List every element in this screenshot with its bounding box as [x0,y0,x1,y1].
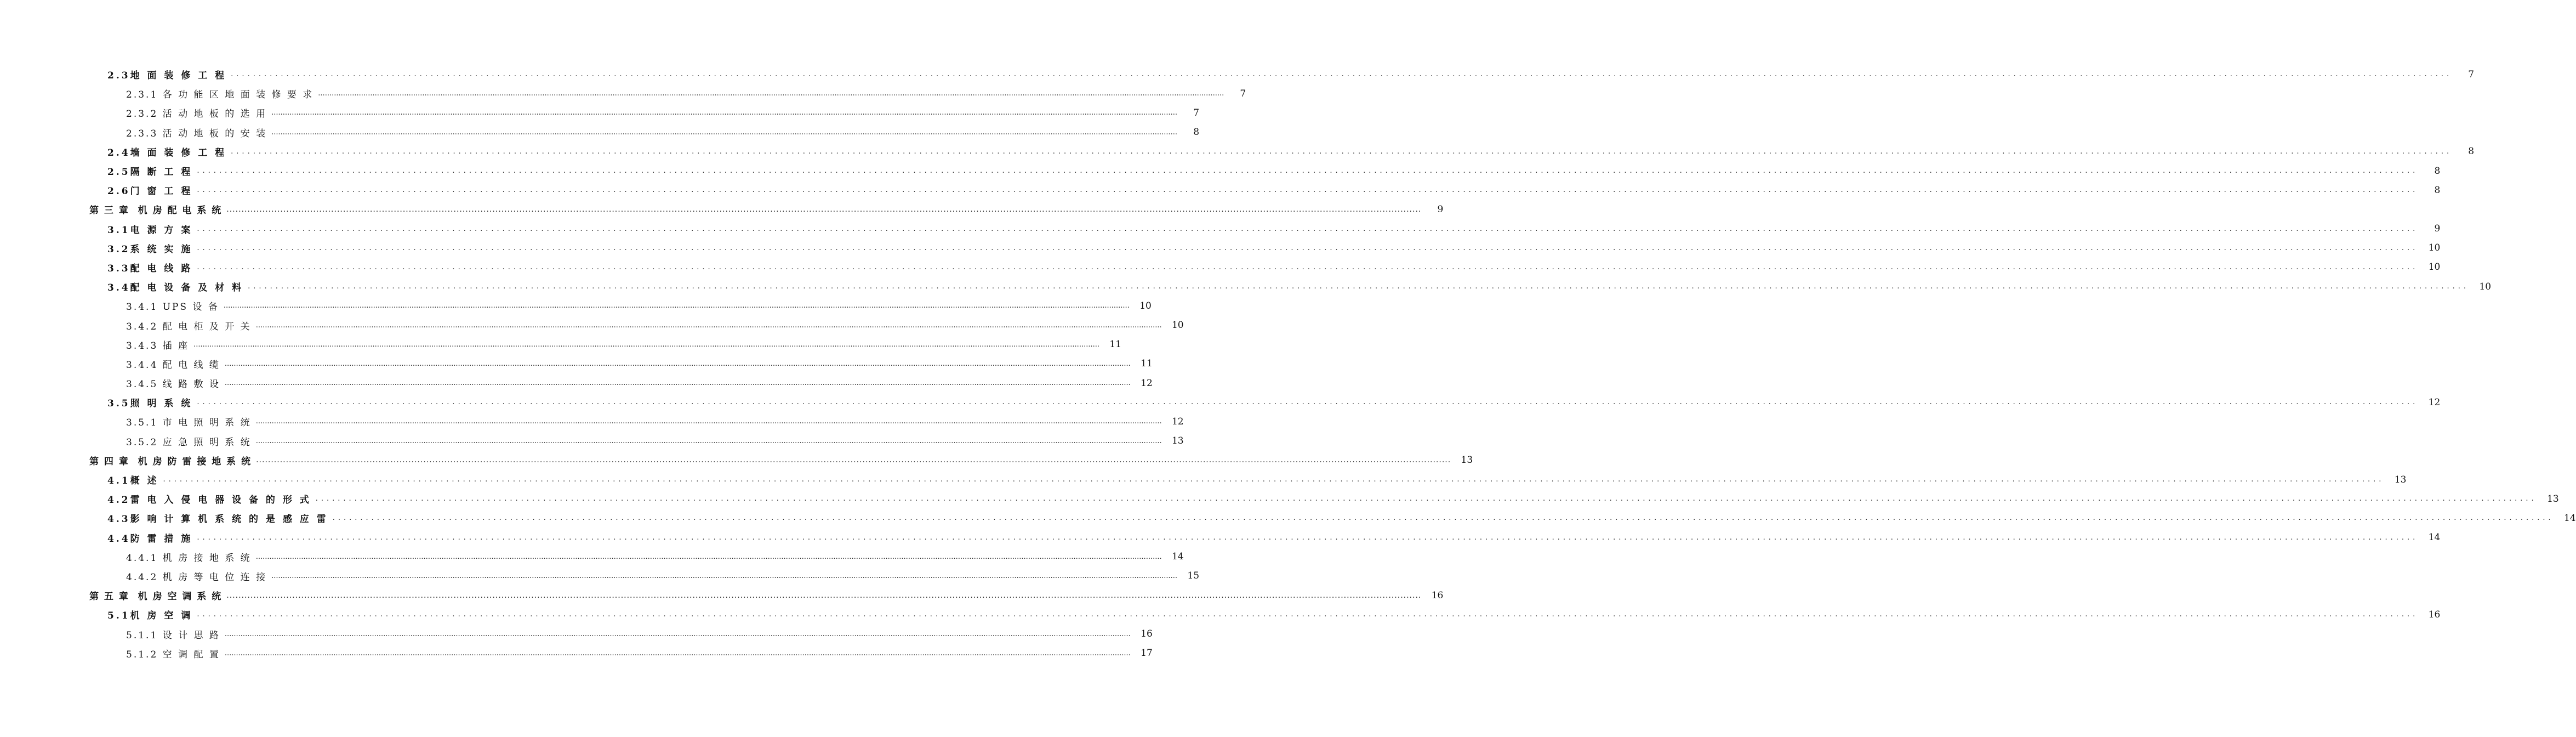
toc-entry-page: 10 [1171,320,1184,331]
toc-entry-section[interactable] [0,470,2407,489]
dot-leader: ................................................................................................................................................................................................................................................................................................................................................................................................................ [226,205,1422,214]
toc-entry-title: 第 五 章 机 房 空 调 系 统 [89,591,223,603]
toc-entry-page: 11 [1109,339,1122,350]
toc-entry-chapter[interactable] [0,200,1444,219]
toc-entry-page: 8 [2434,165,2441,177]
toc-entry-page: 17 [1141,648,1153,659]
toc-entry-section[interactable] [0,239,2441,258]
toc-entry-title: 3.4.2 配 电 柜 及 开 关 [126,321,252,332]
toc-entry-title: 5.1机 房 空 调 [107,610,193,622]
dot-leader: ................................................................................................................................................................................................................................................................................................................................................................................................................ [255,321,1162,330]
toc-entry-sub[interactable] [0,624,1153,643]
toc-entry-title: 4.4.2 机 房 等 电 位 连 接 [126,571,267,583]
table-of-contents [0,65,2576,663]
toc-entry-title: 5.1.2 空 调 配 置 [126,649,220,660]
toc-entry-page: 11 [1141,358,1153,370]
dot-leader: ................................................................................................................................................................................................................................................................................................................................................................................................................ [224,630,1131,638]
toc-entry-page: 7 [1240,88,1246,99]
toc-entry-page: 12 [1141,377,1153,389]
dot-leader: ................................................................................................................................................................................................................................................................................................................................................................................................................ [226,591,1422,600]
toc-entry-section[interactable] [0,161,2441,180]
dot-leader: ................................................................................................................................................................................................................................................................................................................................................................................................................ [255,552,1162,561]
toc-entry-title: 3.5照 明 系 统 [107,398,193,410]
toc-entry-page: 13 [1171,435,1184,447]
toc-entry-sub[interactable] [0,566,1200,586]
toc-entry-page: 10 [2479,281,2492,292]
toc-entry-sub[interactable] [0,432,1184,451]
toc-entry-page: 10 [2428,242,2441,254]
toc-entry-title: 2.3.1 各 功 能 区 地 面 装 修 要 求 [126,89,314,101]
toc-entry-section[interactable] [0,180,2441,200]
toc-entry-title: 3.4.5 线 路 敷 设 [126,379,220,390]
toc-entry-title: 4.2雷 电 入 侵 电 器 设 备 的 形 式 [107,495,311,506]
toc-entry-section[interactable] [0,393,2441,412]
toc-entry-page: 13 [1461,455,1473,466]
toc-entry-section[interactable] [0,528,2441,547]
toc-entry-page: 16 [1141,628,1153,640]
dot-leader: ................................................................................................................................................................................................................................................................................................................................................................................................................ [271,109,1178,117]
toc-entry-sub[interactable] [0,373,1153,393]
toc-entry-section[interactable] [0,489,2559,508]
dot-leader: ................................................................................................................................................................................................................................................................................................................................................................................................................ [224,649,1131,657]
dot-leader: ................................................................................................................................................................................................................................................................................................................................................................................................................ [163,475,2385,484]
toc-entry-page: 14 [2428,532,2441,543]
dot-leader: ................................................................................................................................................................................................................................................................................................................................................................................................................ [256,456,1451,465]
toc-entry-section[interactable] [0,142,2475,161]
dot-leader: ................................................................................................................................................................................................................................................................................................................................................................................................................ [193,340,1100,349]
toc-entry-title: 3.5.1 市 电 照 明 系 统 [126,417,252,429]
dot-leader: ................................................................................................................................................................................................................................................................................................................................................................................................................ [197,167,2419,175]
toc-entry-sub[interactable] [0,354,1153,373]
toc-entry-page: 9 [1437,203,1444,215]
dot-leader: ................................................................................................................................................................................................................................................................................................................................................................................................................ [197,610,2419,619]
toc-entry-section[interactable] [0,65,2475,84]
toc-entry-title: 5.1.1 设 计 思 路 [126,630,220,641]
dot-leader: ................................................................................................................................................................................................................................................................................................................................................................................................................ [197,398,2419,407]
toc-entry-page: 16 [2428,609,2441,620]
dot-leader: ................................................................................................................................................................................................................................................................................................................................................................................................................ [197,224,2419,233]
toc-entry-chapter[interactable] [0,451,1473,470]
toc-entry-title: 2.3.3 活 动 地 板 的 安 装 [126,128,267,139]
toc-entry-page: 14 [2563,512,2576,524]
toc-entry-title: 2.3.2 活 动 地 板 的 选 用 [126,109,267,120]
toc-entry-page: 8 [1193,127,1200,138]
toc-entry-title: 第 四 章 机 房 防 雷 接 地 系 统 [89,456,252,467]
toc-entry-section[interactable] [0,605,2441,624]
toc-entry-title: 3.4配 电 设 备 及 材 料 [107,282,244,294]
toc-entry-page: 12 [2428,396,2441,408]
dot-leader: ................................................................................................................................................................................................................................................................................................................................................................................................................ [231,147,2453,156]
dot-leader: ................................................................................................................................................................................................................................................................................................................................................................................................................ [224,379,1131,388]
dot-leader: ................................................................................................................................................................................................................................................................................................................................................................................................................ [255,417,1162,426]
dot-leader: ................................................................................................................................................................................................................................................................................................................................................................................................................ [271,571,1178,580]
toc-entry-section[interactable] [0,277,2492,296]
toc-entry-sub[interactable] [0,103,1200,122]
toc-entry-sub[interactable] [0,315,1184,335]
dot-leader: ................................................................................................................................................................................................................................................................................................................................................................................................................ [197,186,2419,195]
toc-entry-chapter[interactable] [0,586,1444,605]
toc-entry-page: 7 [2468,69,2475,80]
toc-entry-page: 8 [2434,184,2441,196]
toc-entry-title: 4.4.1 机 房 接 地 系 统 [126,552,252,564]
toc-entry-page: 13 [2394,474,2407,485]
dot-leader: ................................................................................................................................................................................................................................................................................................................................................................................................................ [271,128,1178,137]
toc-entry-title: 4.1概 述 [107,475,159,487]
dot-leader: ................................................................................................................................................................................................................................................................................................................................................................................................................ [224,359,1131,368]
toc-entry-section[interactable] [0,258,2441,277]
toc-entry-section[interactable] [0,219,2441,239]
toc-entry-title: 第 三 章 机 房 配 电 系 统 [89,205,223,217]
toc-entry-title: 2.5隔 断 工 程 [107,167,193,178]
dot-leader: ................................................................................................................................................................................................................................................................................................................................................................................................................ [231,70,2453,79]
toc-entry-page: 13 [2547,493,2559,504]
toc-entry-sub[interactable] [0,335,1122,354]
toc-entry-title: 3.4.4 配 电 线 缆 [126,359,220,371]
dot-leader: ................................................................................................................................................................................................................................................................................................................................................................................................................ [332,514,2554,523]
dot-leader: ................................................................................................................................................................................................................................................................................................................................................................................................................ [197,243,2419,252]
toc-entry-section[interactable] [0,508,2576,528]
toc-entry-title: 2.4墙 面 装 修 工 程 [107,147,227,158]
toc-entry-title: 4.4防 雷 措 施 [107,533,193,545]
toc-entry-sub[interactable] [0,644,1153,663]
toc-entry-sub[interactable] [0,412,1184,431]
toc-entry-page: 10 [1139,300,1152,311]
dot-leader: ................................................................................................................................................................................................................................................................................................................................................................................................................ [255,436,1162,445]
toc-entry-title: 3.3配 电 线 路 [107,263,193,274]
dot-leader: ................................................................................................................................................................................................................................................................................................................................................................................................................ [223,302,1130,310]
toc-entry-title: 3.5.2 应 急 照 明 系 统 [126,436,252,448]
toc-entry-page: 16 [1431,589,1444,601]
toc-entry-page: 15 [1187,570,1200,582]
toc-entry-title: 3.1电 源 方 案 [107,224,193,236]
toc-entry-page: 7 [1193,107,1200,118]
toc-entry-page: 14 [1171,551,1184,563]
toc-entry-sub[interactable] [0,296,1152,315]
toc-entry-page: 8 [2468,146,2475,157]
dot-leader: ................................................................................................................................................................................................................................................................................................................................................................................................................ [197,533,2419,542]
toc-entry-title: 3.4.3 插 座 [126,340,190,352]
dot-leader: ................................................................................................................................................................................................................................................................................................................................................................................................................ [315,495,2537,503]
toc-entry-title: 3.2系 统 实 施 [107,243,193,255]
toc-entry-title: 2.6门 窗 工 程 [107,186,193,197]
toc-entry-sub[interactable] [0,123,1200,142]
dot-leader: ................................................................................................................................................................................................................................................................................................................................................................................................................ [318,89,1224,98]
dot-leader: ................................................................................................................................................................................................................................................................................................................................................................................................................ [248,282,2470,291]
toc-entry-title: 3.4.1 UPS 设 备 [126,302,219,313]
toc-entry-title: 4.3影 响 计 算 机 系 统 的 是 感 应 雷 [107,514,328,525]
toc-entry-sub[interactable] [0,547,1184,566]
toc-entry-page: 10 [2428,262,2441,273]
dot-leader: ................................................................................................................................................................................................................................................................................................................................................................................................................ [197,263,2419,271]
toc-entry-sub[interactable] [0,84,1246,103]
toc-entry-page: 9 [2434,223,2441,235]
toc-entry-title: 2.3地 面 装 修 工 程 [107,70,227,82]
toc-entry-page: 12 [1171,416,1184,427]
